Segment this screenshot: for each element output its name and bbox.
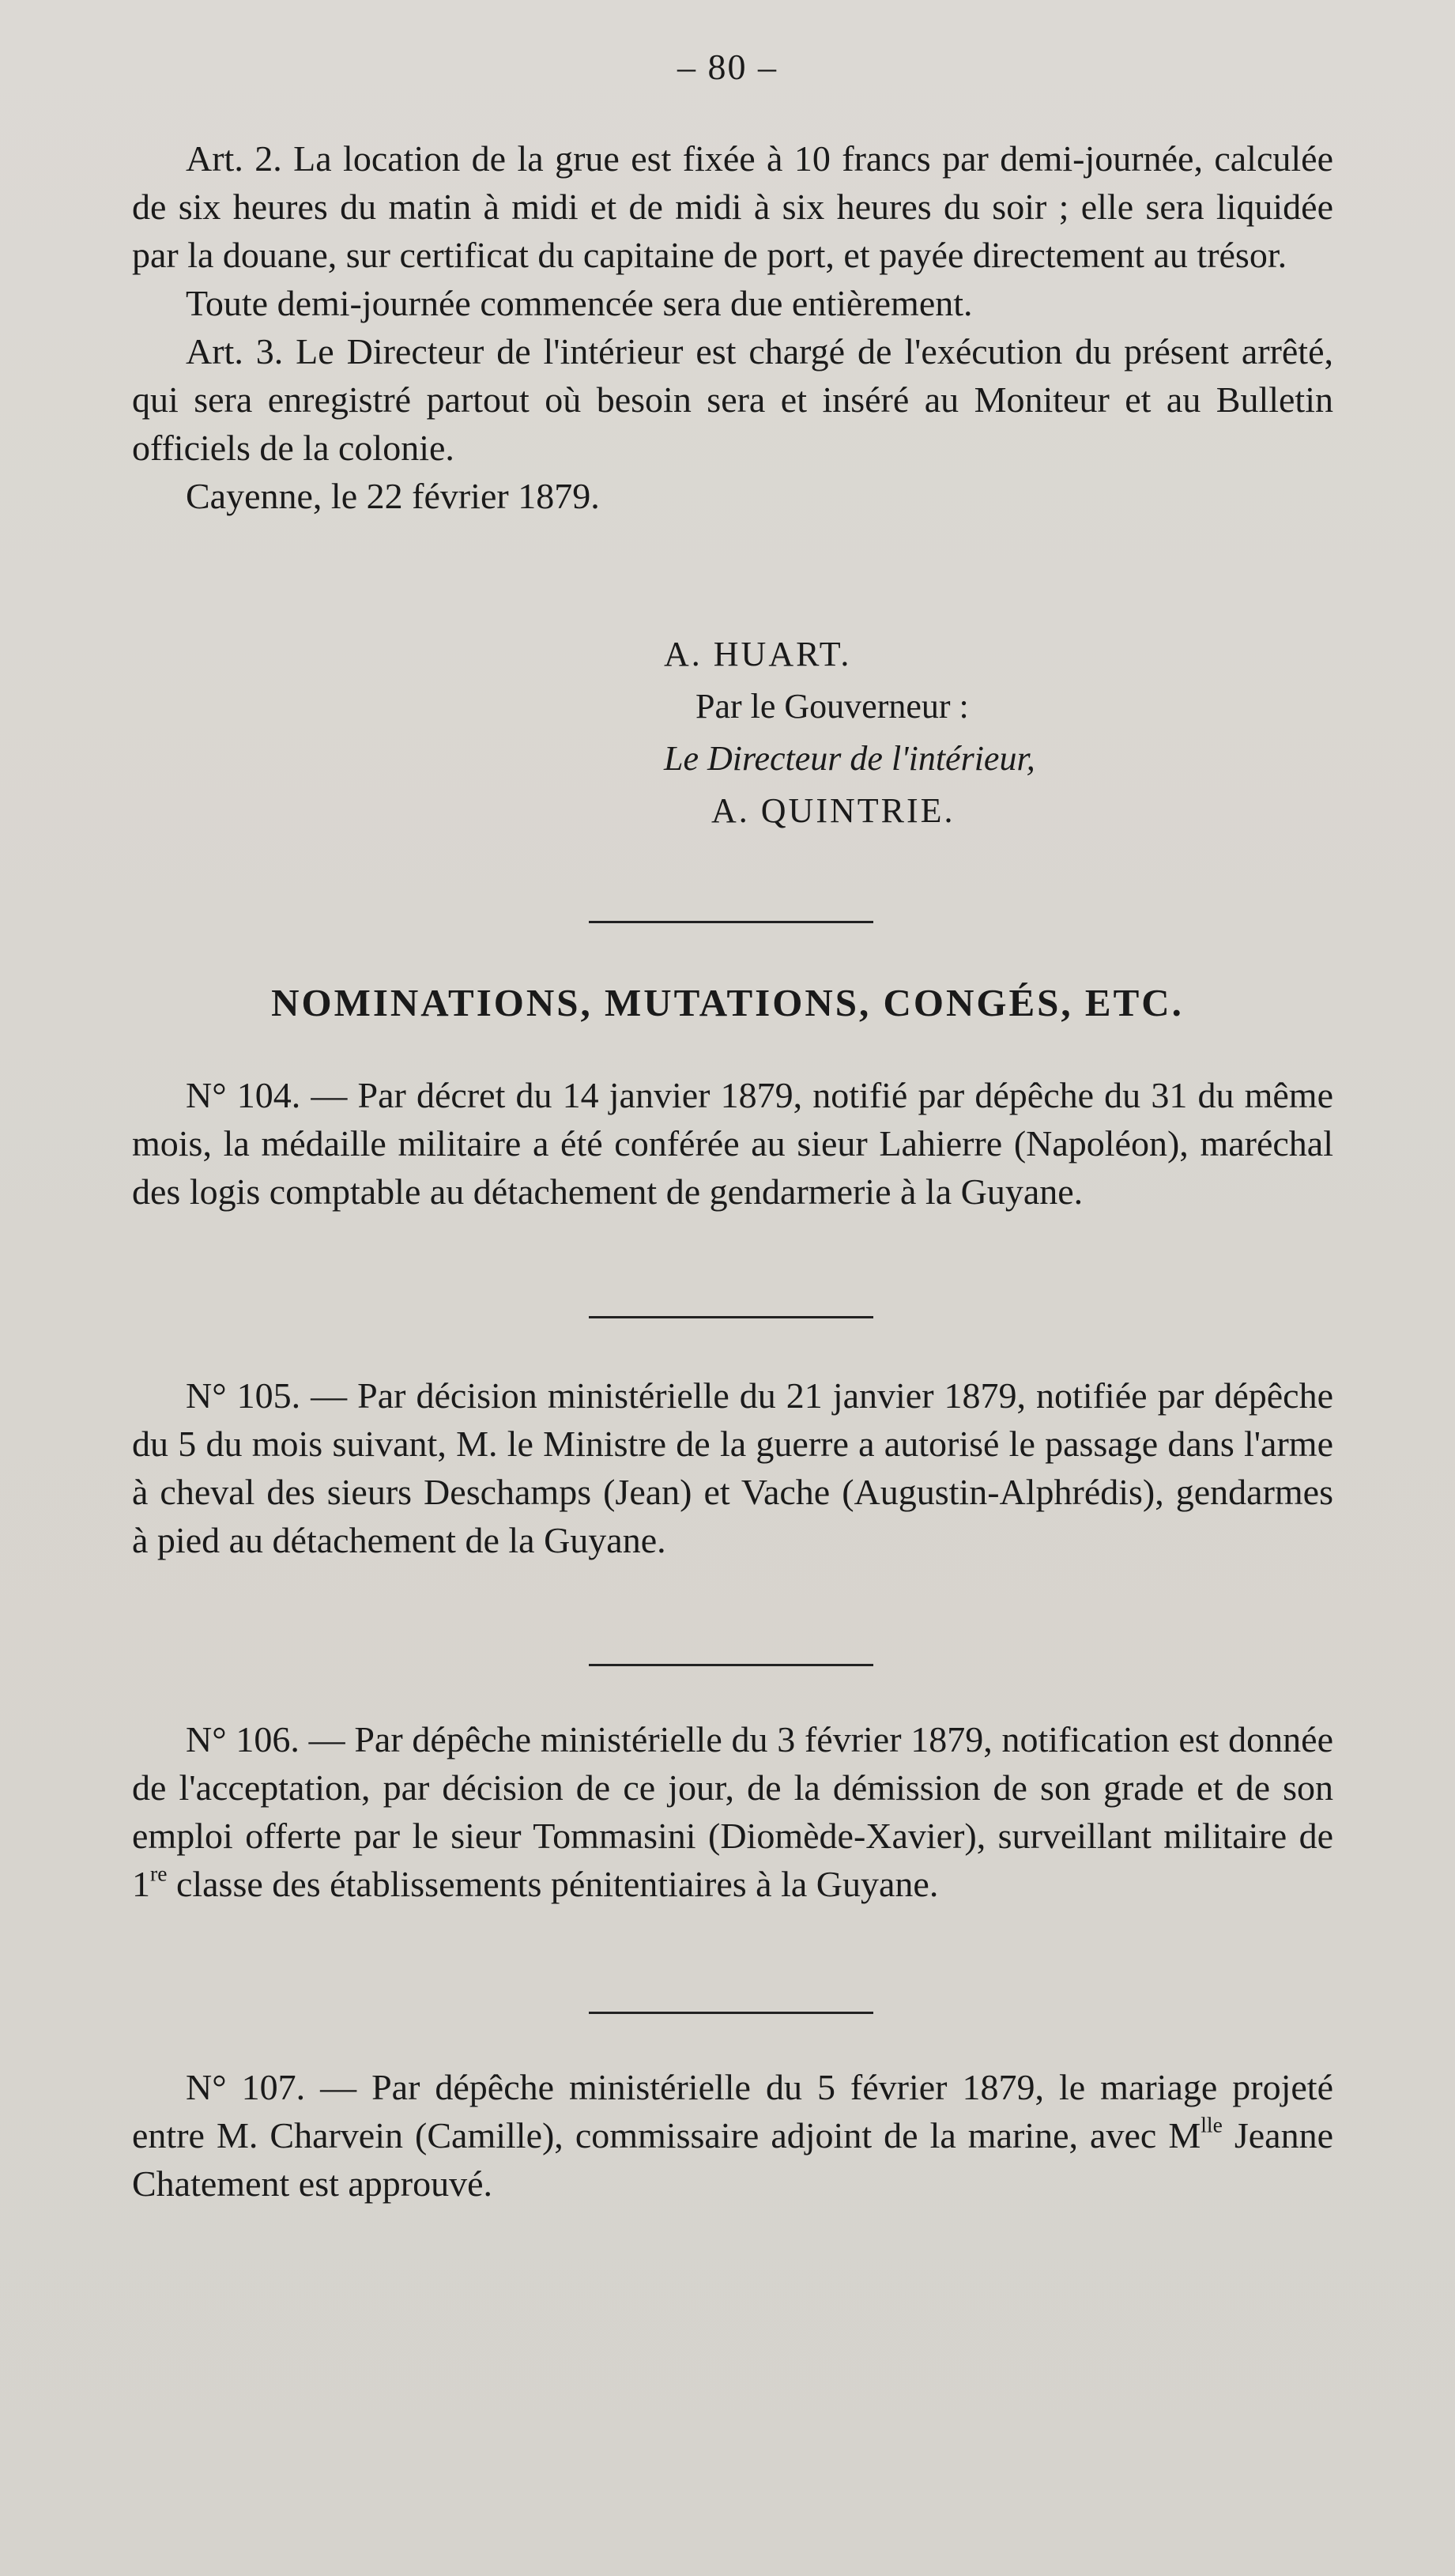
- signature-title: Le Directeur de l'intérieur,: [664, 739, 1035, 778]
- divider-rule: [589, 2012, 873, 2014]
- entry-106-sup: re: [150, 1861, 168, 1886]
- entry-106-text-a: N° 106. — Par dépêche ministérielle du 3 février 1879, notification est donnée de l'acceptation, par décision de ce jour, de la démission de son grade et de son emploi offerte par le sieur Tommasini (Diomède-Xavier), surveillant militaire de 1: [132, 1719, 1333, 1904]
- entry-104-text: N° 104. — Par décret du 14 janvier 1879, notifié par dépêche du 31 du même mois, la médaille militaire a été conférée au sieur Lahierre (Napoléon), maréchal des logis comptable au détachement de gendarmerie à la Guyane.: [132, 1075, 1333, 1212]
- signature-block: [601, 628, 1201, 837]
- entry-106-text-b: classe des établissements pénitentiaires à la Guyane.: [167, 1864, 939, 1904]
- entry-106-text: [132, 1715, 1333, 1908]
- article-3-text: Art. 3. Le Directeur de l'intérieur est chargé de l'exécution du présent arrêté, qui sera enregistré partout où besoin sera et inséré au Moniteur et au Bulletin officiels de la colonie.: [132, 331, 1333, 468]
- director-signature: A. QUINTRIE.: [711, 791, 956, 830]
- divider-rule: [589, 1316, 873, 1318]
- article-2-text: Art. 2. La location de la grue est fixée à 10 francs par demi-journée, calculée de six heures du matin à midi et de midi à six heures du soir ; elle sera liquidée par la douane, sur certificat du capitaine de port, et payée directement au trésor.: [132, 138, 1333, 275]
- place-date: Cayenne, le 22 février 1879.: [186, 476, 600, 516]
- entry-105-text: N° 105. — Par décision ministérielle du 21 janvier 1879, notifiée par dépêche du 5 du mois suivant, M. le Ministre de la guerre a autorisé le passage dans l'arme à cheval des sieurs Deschamps (Jean) et Vache (Augustin-Alphrédis), gendarmes à pied au détachement de la Guyane.: [132, 1375, 1333, 1560]
- governor-signature: A. HUART.: [664, 635, 852, 673]
- article-2-block: [132, 134, 1333, 520]
- entry-105: [132, 1371, 1333, 1564]
- entry-106: [132, 1715, 1333, 1908]
- article-2-continuation: Toute demi-journée commencée sera due entièrement.: [186, 283, 973, 323]
- divider-rule: [589, 1664, 873, 1666]
- entry-107-text-a: N° 107. — Par dépêche ministérielle du 5 février 1879, le mariage projeté entre M. Charvein (Camille), commissaire adjoint de la marine, avec M: [132, 2067, 1333, 2155]
- signature-by-line: Par le Gouverneur :: [695, 687, 969, 726]
- page-number: – 80 –: [677, 47, 778, 87]
- entry-107-text: [132, 2063, 1333, 2208]
- entry-107-text-b: Jeanne Chatement est approuvé.: [132, 2115, 1334, 2204]
- entry-107: [132, 2063, 1333, 2208]
- divider-rule: [589, 921, 873, 923]
- entry-107-sup: lle: [1201, 2112, 1223, 2137]
- section-heading: NOMINATIONS, MUTATIONS, CONGÉS, ETC.: [271, 981, 1184, 1024]
- entry-104: [132, 1071, 1333, 1216]
